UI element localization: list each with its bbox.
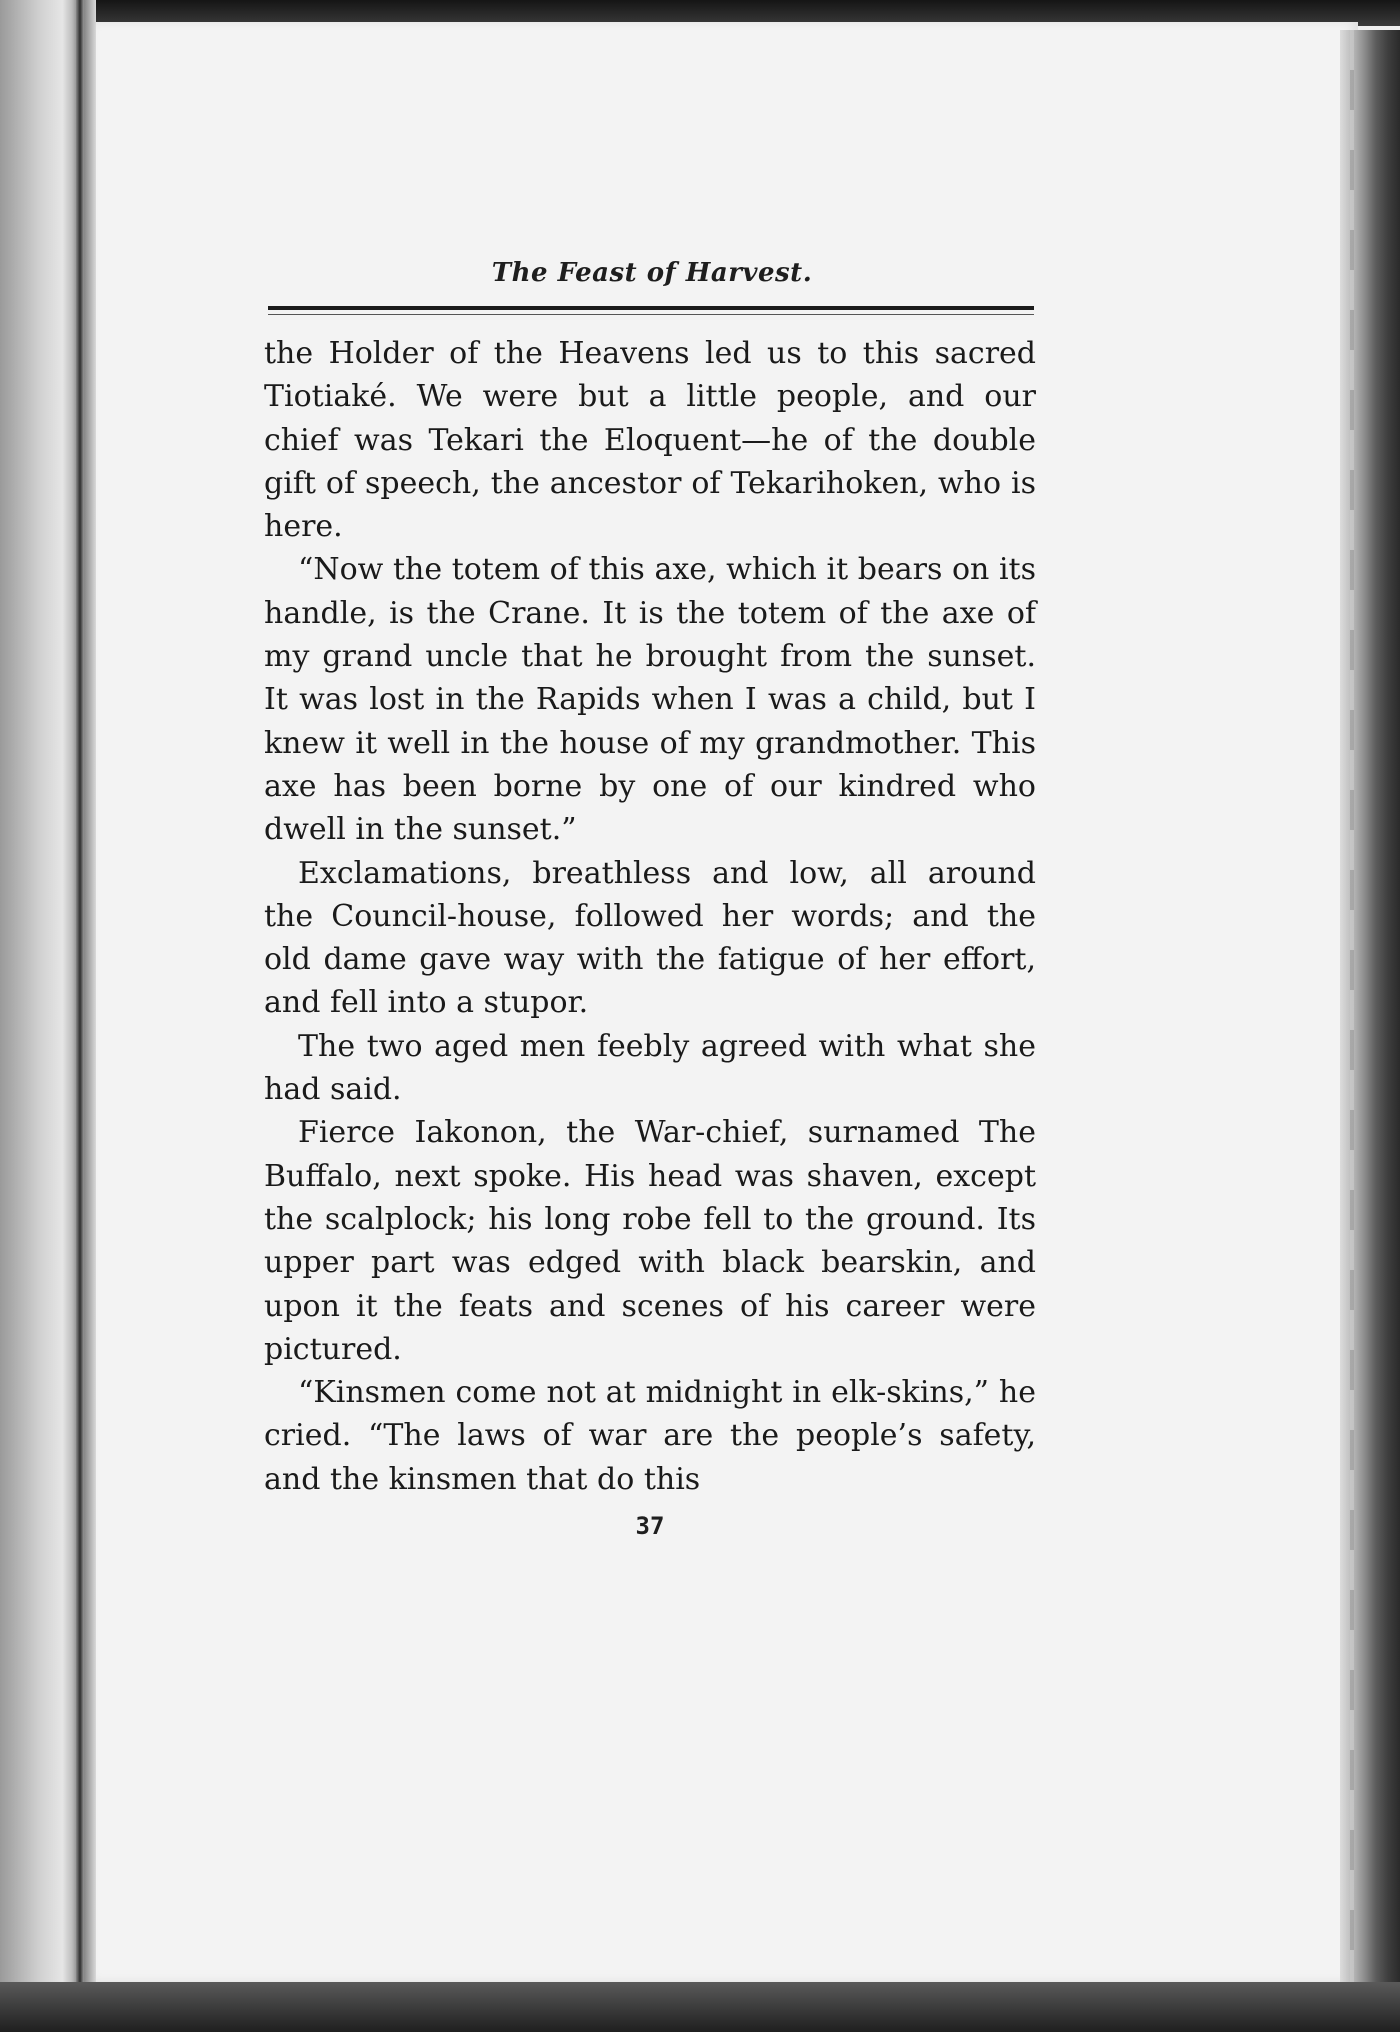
page-number: 37 <box>635 1512 665 1540</box>
running-head: The Feast of Harvest. <box>491 258 813 288</box>
scan-bottom-edge <box>0 1982 1400 2032</box>
paragraph: Exclamations, breathless and low, all around the Council-house, followed her words; and the old dame gave way with the fatigue of her effort, and fell into a stupor. <box>264 855 1036 1021</box>
page-stack-edge <box>1340 30 1400 1990</box>
body-text <box>264 332 1036 1501</box>
paragraph: Fierce Iakonon, the War-chief, surnamed The Buffalo, next spoke. His head was shaven, except the scalplock; his long robe fell to the ground. Its upper part was edged with black bearskin, and upon it the feats and scenes of his career were pictured. <box>264 1115 1036 1367</box>
header-rule-thin <box>268 314 1034 315</box>
paragraph: “Kinsmen come not at midnight in elk-skins,” he cried. “The laws of war are the people’s safety, and the kinsmen that do this <box>264 1375 1036 1497</box>
header-rule <box>268 306 1034 310</box>
book-spine-shadow <box>76 0 84 2032</box>
paragraph: The two aged men feebly agreed with what she had said. <box>264 1028 1036 1108</box>
paragraph: “Now the totem of this axe, which it bears on its handle, is the Crane. It is the totem of the axe of my grand uncle that he brought from the sunset. It was lost in the Rapids when I was a child, but I knew it well in the house of my grandmother. This axe has been borne by one of our kindred who dwell in the sunset.” <box>264 552 1036 848</box>
paragraph-continued: the Holder of the Heavens led us to this sacred Tiotiaké. We were but a little people, and our chief was Tekari the Eloquent—he of the double gift of speech, the ancestor of Tekarihoken, who is here. <box>264 336 1036 545</box>
